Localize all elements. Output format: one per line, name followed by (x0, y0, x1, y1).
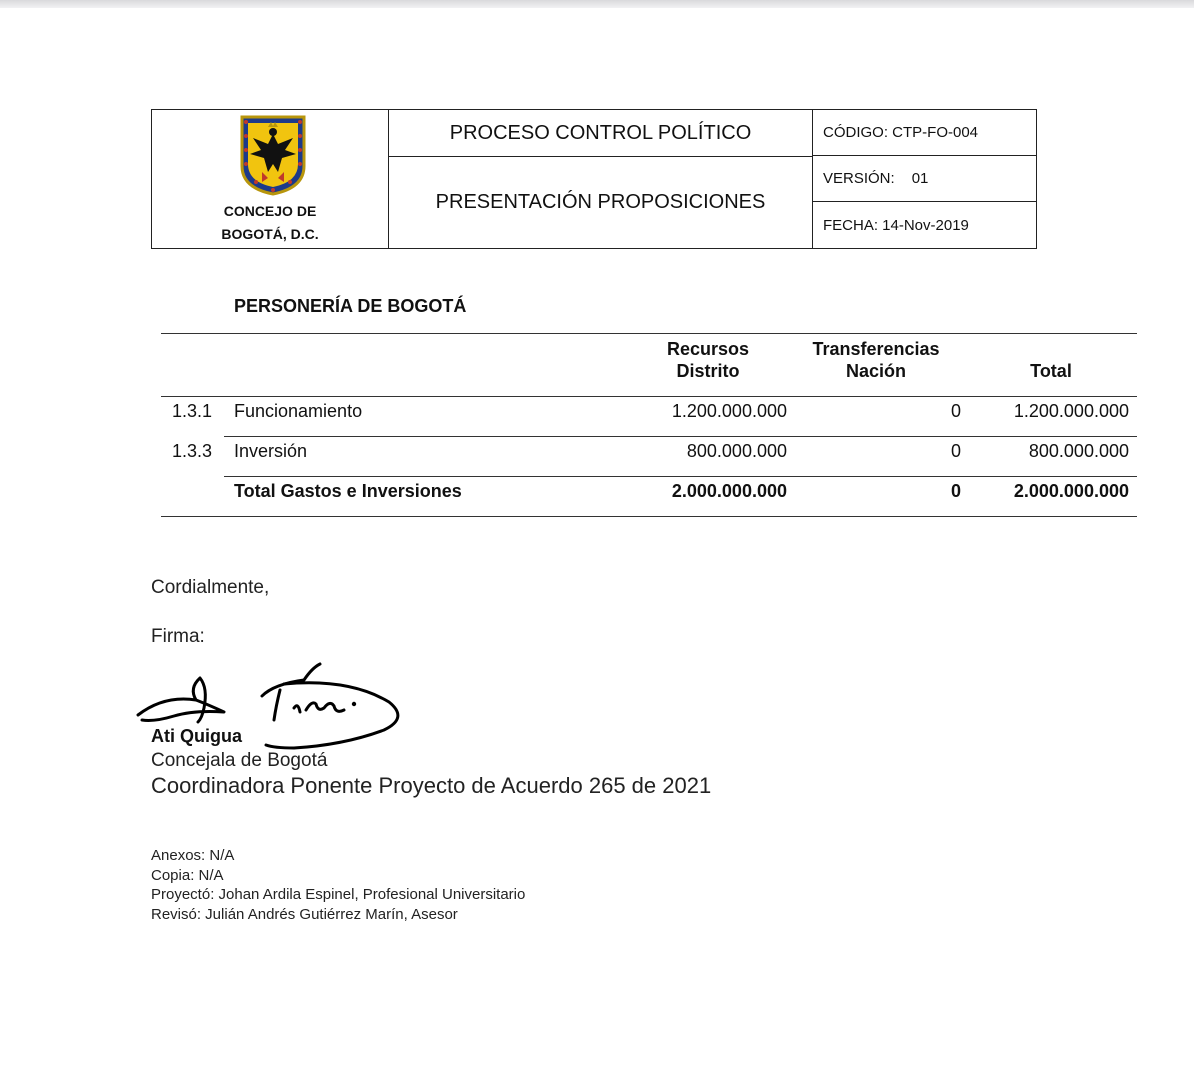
section-title: PERSONERÍA DE BOGOTÁ (234, 296, 467, 316)
row-code: 1.3.3 (172, 441, 213, 461)
version-label: VERSIÓN: (823, 170, 895, 187)
table-rule-row (224, 476, 1137, 477)
annex-note: Anexos: N/A (151, 847, 235, 864)
column-header-line: Recursos (666, 339, 750, 359)
organization-name (152, 200, 388, 246)
row-name: Funcionamiento (234, 401, 363, 421)
title-cell (389, 110, 813, 248)
signer-title: Coordinadora Ponente Proyecto de Acuerdo 265 de 2021 (151, 773, 712, 798)
copy-note: Copia: N/A (151, 866, 224, 884)
document-notes (151, 846, 525, 924)
bogota-coat-of-arms-icon (238, 114, 308, 196)
page-top-edge (0, 0, 1194, 8)
reviewed-by-note: Revisó: Julián Andrés Gutiérrez Marín, Asesor (151, 905, 458, 923)
date-field: FECHA: 14-Nov-2019 (823, 216, 969, 234)
org-line-1: CONCEJO DE (223, 203, 317, 219)
table-rule-header (161, 396, 1137, 397)
table-rule-top (161, 333, 1137, 334)
row-transferencias: 0 (950, 401, 961, 421)
table-rule-bottom (161, 516, 1137, 517)
column-header-recursos (648, 338, 768, 382)
column-header-total: Total (1030, 361, 1072, 381)
totals-label: Total Gastos e Inversiones (234, 481, 462, 501)
row-total: 1.200.000.000 (1013, 401, 1129, 421)
totals-recursos: 2.000.000.000 (671, 481, 787, 501)
org-line-2: BOGOTÁ, D.C. (221, 226, 319, 242)
document-header (151, 109, 1037, 249)
totals-transferencias: 0 (950, 481, 961, 501)
column-header-line: Nación (845, 361, 906, 381)
row-recursos: 1.200.000.000 (671, 401, 787, 421)
column-header-line: Distrito (676, 361, 740, 381)
signer-role: Concejala de Bogotá (151, 750, 328, 771)
firma-label: Firma: (151, 626, 205, 647)
row-name: Inversión (234, 441, 308, 461)
process-name: PROCESO CONTROL POLÍTICO (389, 110, 812, 157)
closing-salutation: Cordialmente, (151, 577, 270, 598)
logo-cell (152, 110, 389, 248)
code-field: CÓDIGO: CTP-FO-004 (813, 110, 1036, 156)
row-total: 800.000.000 (1028, 441, 1129, 461)
version-value: 01 (911, 170, 929, 187)
column-header-transferencias (801, 338, 951, 382)
projected-by-note: Proyectó: Johan Ardila Espinel, Profesional Universitario (151, 886, 526, 903)
metadata-cell (813, 110, 1036, 248)
table-rule-row (224, 436, 1137, 437)
document-name: PRESENTACIÓN PROPOSICIONES (435, 191, 766, 213)
row-code: 1.3.1 (172, 401, 213, 421)
signer-name: Ati Quigua (151, 726, 242, 746)
version-field (813, 156, 1036, 202)
row-transferencias: 0 (950, 441, 961, 461)
totals-total: 2.000.000.000 (1013, 481, 1129, 501)
row-recursos: 800.000.000 (686, 441, 787, 461)
column-header-line: Transferencias (812, 339, 940, 359)
